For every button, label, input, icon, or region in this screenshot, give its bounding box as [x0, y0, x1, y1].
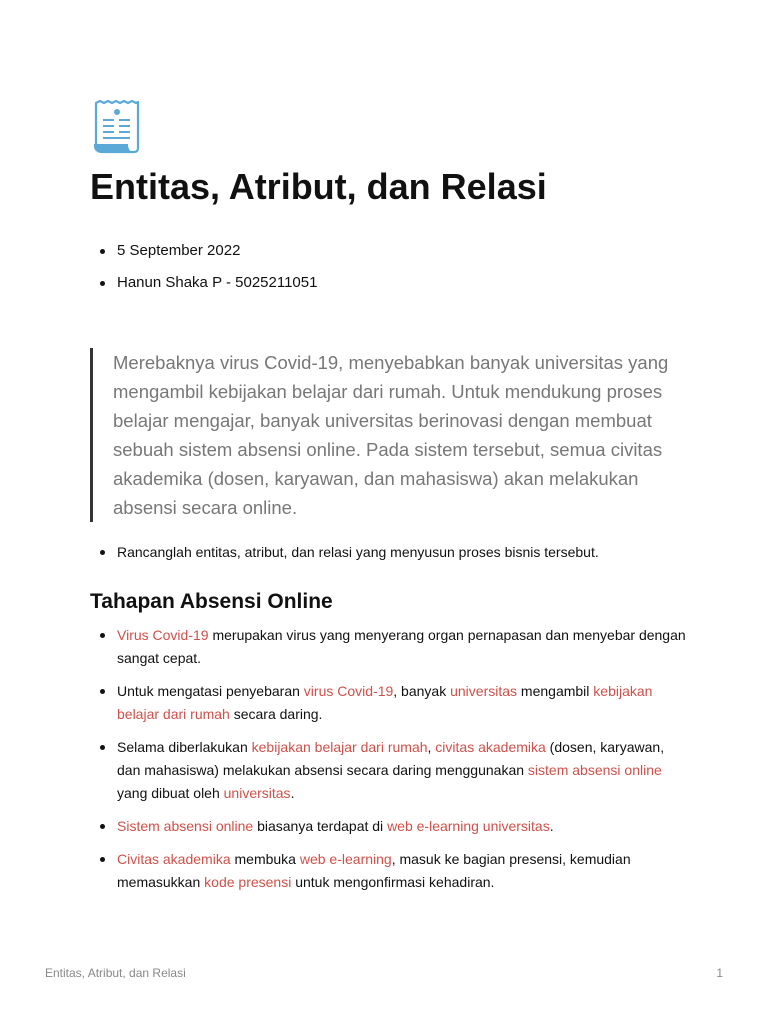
step-text: membuka	[230, 851, 300, 867]
step-text: ,	[427, 739, 436, 755]
step-text: , banyak	[393, 683, 451, 699]
case-quote	[90, 348, 680, 522]
highlighted-term: kebijakan belajar dari rumah	[117, 683, 653, 722]
receipt-icon	[92, 100, 142, 154]
step-item	[90, 736, 690, 805]
step-text: yang dibuat oleh	[117, 785, 224, 801]
step-text: .	[549, 818, 554, 834]
step-text: secara daring.	[229, 706, 323, 722]
section-heading: Tahapan Absensi Online	[90, 590, 333, 613]
highlighted-term: civitas akademika	[435, 739, 546, 755]
meta-author: Hanun Shaka P - 5025211051	[90, 272, 690, 294]
highlighted-term: web e-learning	[299, 851, 392, 867]
step-text: merupakan virus yang menyerang organ pernapasan dan menyebar dengan sangat cepat.	[117, 627, 686, 666]
highlighted-term: Sistem absensi online	[117, 818, 254, 834]
quote-text: Merebaknya virus Covid-19, menyebabkan banyak universitas yang mengambil kebijakan belajar dari rumah. Untuk mendukung proses belajar mengajar, banyak universitas berinovasi dengan membuat sebuah sistem absensi online. Pada sistem tersebut, semua civitas akademika (dosen, karyawan, dan mahasiswa) akan melakukan absensi secara online.	[113, 352, 669, 518]
page-number: 1	[716, 966, 723, 980]
step-item	[90, 680, 690, 726]
meta-list	[90, 240, 690, 304]
step-text: biasanya terdapat di	[253, 818, 388, 834]
highlighted-term: web e-learning universitas	[387, 818, 550, 834]
highlighted-term: universitas	[223, 785, 291, 801]
step-text: , masuk ke bagian presensi, kemudian memasukkan	[117, 851, 631, 890]
highlighted-term: sistem absensi online	[527, 762, 662, 778]
step-item	[90, 815, 690, 838]
meta-date: 5 September 2022	[90, 240, 690, 262]
step-text: (dosen, karyawan, dan mahasiswa) melakukan absensi secara daring menggunakan	[117, 739, 665, 778]
step-text: mengambil	[517, 683, 594, 699]
step-text: .	[290, 785, 295, 801]
step-text: Untuk mengatasi penyebaran	[117, 683, 304, 699]
step-item	[90, 624, 690, 670]
page-title: Entitas, Atribut, dan Relasi	[90, 166, 547, 207]
task-item: Rancanglah entitas, atribut, dan relasi yang menyusun proses bisnis tersebut.	[90, 541, 690, 563]
highlighted-term: virus Covid-19	[303, 683, 394, 699]
steps-list	[90, 624, 690, 904]
highlighted-term: kode presensi	[204, 874, 292, 890]
highlighted-term: Virus Covid-19	[117, 627, 209, 643]
step-text: Selama diberlakukan	[117, 739, 252, 755]
highlighted-term: universitas	[450, 683, 518, 699]
footer-title: Entitas, Atribut, dan Relasi	[45, 966, 186, 980]
highlighted-term: kebijakan belajar dari rumah	[251, 739, 428, 755]
step-item	[90, 848, 690, 894]
task-list	[90, 541, 690, 563]
highlighted-term: Civitas akademika	[117, 851, 231, 867]
step-text: untuk mengonfirmasi kehadiran.	[291, 874, 495, 890]
